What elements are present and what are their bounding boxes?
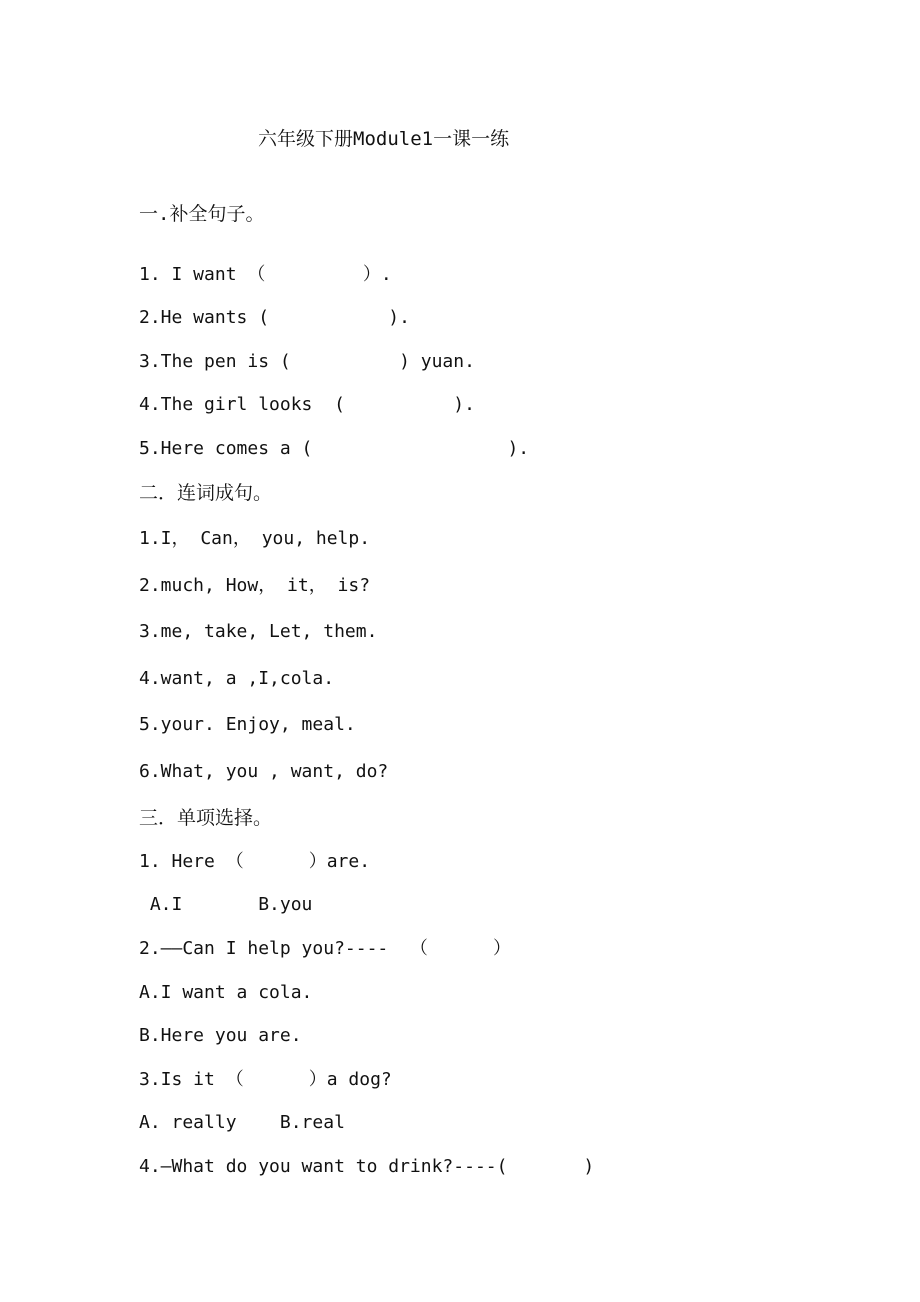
word-order-question-1: 1.I， Can， you, help.: [139, 528, 371, 549]
fill-in-question-1: 1. I want （ ）.: [139, 264, 392, 285]
word-order-question-6: 6.What, you , want, do?: [139, 761, 389, 782]
word-order-question-2: 2.much, How， it， is?: [139, 575, 371, 596]
fill-in-question-2: 2.He wants ( ).: [139, 307, 410, 328]
choice-question-3-options: A. really B.real: [139, 1112, 345, 1133]
section-3-heading: 三．单项选择。: [139, 807, 273, 829]
choice-question-2-option-a: A.I want a cola.: [139, 982, 313, 1003]
choice-question-4: 4.—What do you want to drink?----( ): [139, 1156, 595, 1177]
section-1-heading: 一.补全句子。: [139, 203, 265, 225]
fill-in-question-4: 4.The girl looks ( ).: [139, 394, 475, 415]
choice-question-3: 3.Is it （ ）a dog?: [139, 1069, 392, 1090]
fill-in-question-3: 3.The pen is ( ) yuan.: [139, 351, 475, 372]
worksheet-title: 六年级下册Module1一课一练: [258, 128, 510, 150]
word-order-question-3: 3.me, take, Let, them.: [139, 621, 378, 642]
choice-question-1: 1. Here （ ）are.: [139, 851, 371, 872]
section-2-heading: 二．连词成句。: [139, 482, 273, 504]
choice-question-1-options: A.I B.you: [139, 894, 313, 915]
word-order-question-5: 5.your. Enjoy, meal.: [139, 714, 356, 735]
word-order-question-4: 4.want, a ,I,cola.: [139, 668, 335, 689]
choice-question-2: 2.——Can I help you?---- （ ）: [139, 938, 511, 959]
choice-question-2-option-b: B.Here you are.: [139, 1025, 302, 1046]
fill-in-question-5: 5.Here comes a ( ).: [139, 438, 530, 459]
